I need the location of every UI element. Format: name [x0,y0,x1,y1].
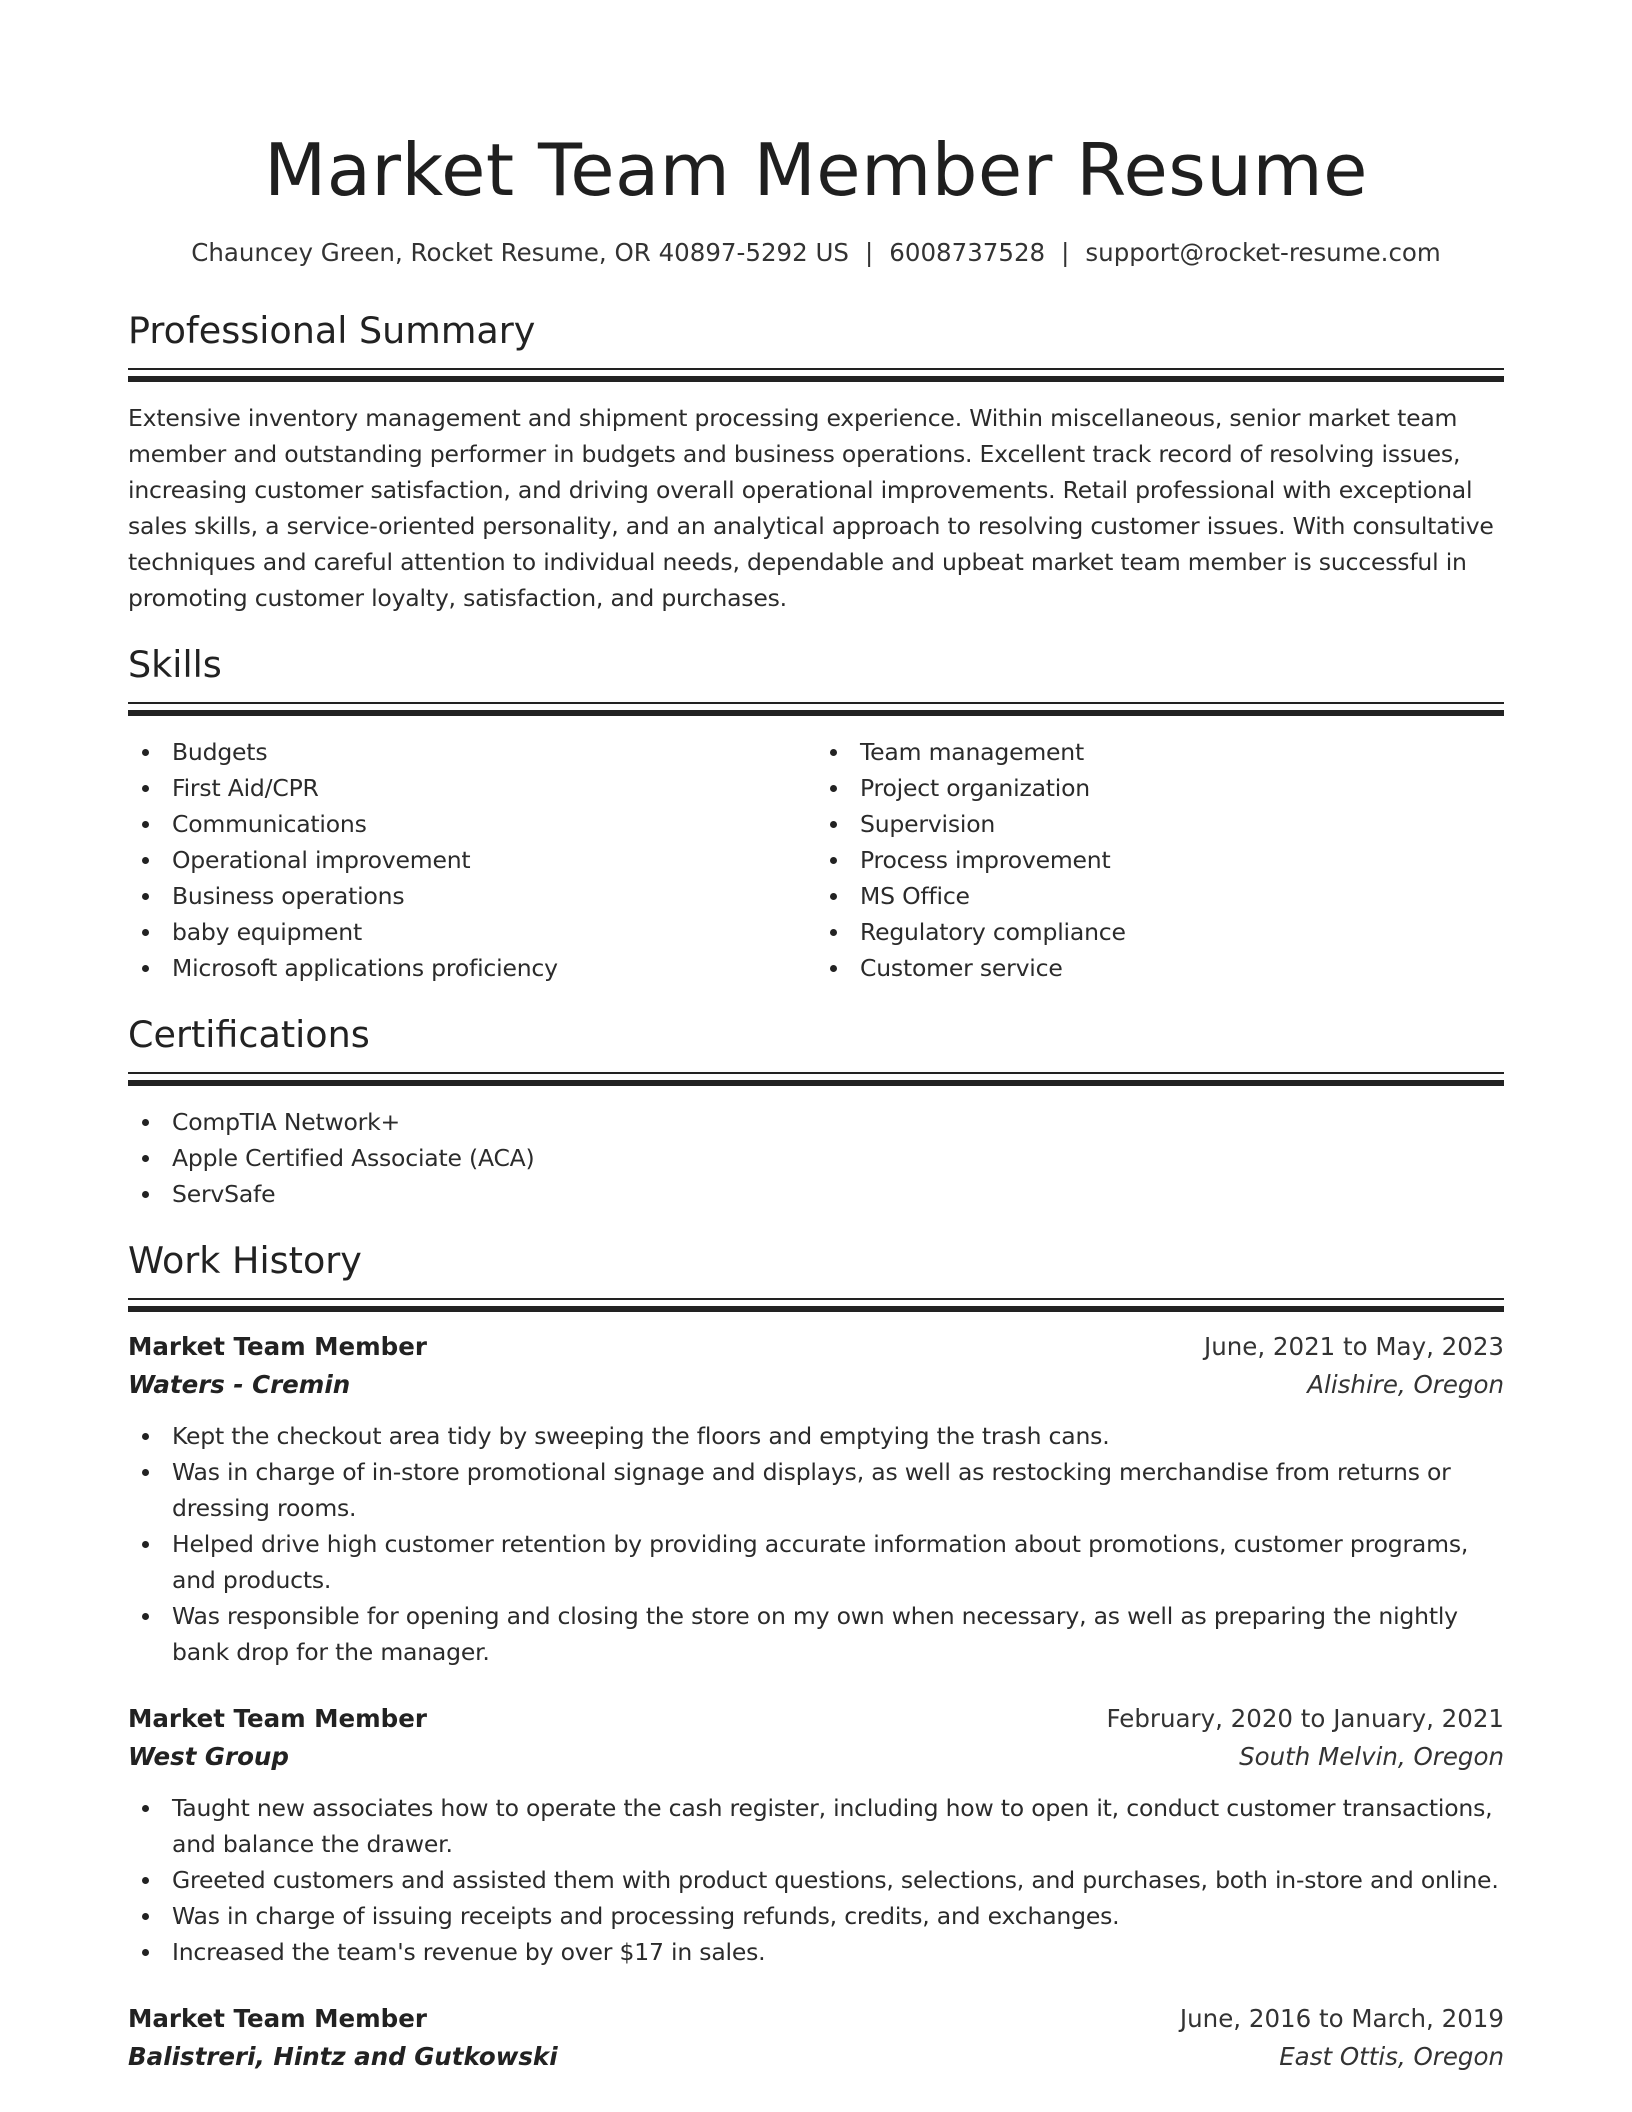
job-bullet: Taught new associates how to operate the cash register, including how to open it, conduct customer transactions, and balance the drawer. [128,1790,1504,1862]
skill-item: baby equipment [128,914,816,950]
skill-item: Microsoft applications proficiency [128,950,816,986]
summary-section [128,306,1504,616]
section-heading-summary: Professional Summary [128,309,536,352]
skill-item: Customer service [816,950,1504,986]
skills-columns [128,734,1504,986]
certifications-list [128,1104,1504,1212]
job-title: Market Team Member [128,1704,427,1733]
job-dates: June, 2016 to March, 2019 [1179,2004,1504,2033]
job-company: Waters - Cremin [128,1370,351,1399]
section-divider [128,702,1504,716]
skill-item: Regulatory compliance [816,914,1504,950]
job-location: Alishire, Oregon [1307,1370,1504,1399]
certification-item: ServSafe [128,1176,1504,1212]
job-location: East Ottis, Oregon [1279,2042,1504,2071]
skill-item: Supervision [816,806,1504,842]
skill-item: First Aid/CPR [128,770,816,806]
job-location: South Melvin, Oregon [1239,1742,1504,1771]
job-entry [128,1700,1504,1970]
job-title: Market Team Member [128,2004,427,2033]
section-heading-certifications: Certifications [128,1013,370,1056]
certification-item: CompTIA Network+ [128,1104,1504,1140]
skill-item: Team management [816,734,1504,770]
job-dates: June, 2021 to May, 2023 [1203,1332,1504,1361]
contact-line [128,236,1504,270]
job-header [128,2000,1504,2038]
job-company: Balistreri, Hintz and Gutkowski [128,2042,558,2071]
resume-title: Market Team Member Resume [264,128,1368,212]
job-subheader [128,1738,1504,1776]
contact-separator: | [1061,238,1070,267]
job-bullet: Was in charge of in-store promotional signage and displays, as well as restocking merchandise from returns or dressing rooms. [128,1454,1504,1526]
section-heading-work-history: Work History [128,1239,362,1282]
job-header [128,1700,1504,1738]
skill-item: Operational improvement [128,842,816,878]
job-bullet: Kept the checkout area tidy by sweeping the floors and emptying the trash cans. [128,1418,1504,1454]
job-entry [128,1328,1504,1670]
job-bullet: Increased the team's revenue by over $17 in sales. [128,1934,1504,1970]
skill-item: MS Office [816,878,1504,914]
job-bullets [128,1418,1504,1670]
contact-phone: 6008737528 [889,238,1046,267]
skill-item: Business operations [128,878,816,914]
skills-section [128,640,1504,986]
job-bullet: Was responsible for opening and closing the store on my own when necessary, as well as preparing the nightly bank drop for the manager. [128,1598,1504,1670]
job-bullet: Greeted customers and assisted them with product questions, selections, and purchases, both in-store and online. [128,1862,1504,1898]
section-heading-skills: Skills [128,643,222,686]
job-header [128,1328,1504,1366]
job-title: Market Team Member [128,1332,427,1361]
skill-item: Communications [128,806,816,842]
skills-list-left [128,734,816,986]
job-bullet: Helped drive high customer retention by providing accurate information about promotions, customer programs, and products. [128,1526,1504,1598]
job-company: West Group [128,1742,289,1771]
section-divider [128,1298,1504,1312]
certification-item: Apple Certified Associate (ACA) [128,1140,1504,1176]
job-dates: February, 2020 to January, 2021 [1106,1704,1504,1733]
skill-item: Budgets [128,734,816,770]
section-divider [128,1072,1504,1086]
certifications-section [128,1010,1504,1212]
skills-list-right [816,734,1504,986]
job-bullet: Was in charge of issuing receipts and processing refunds, credits, and exchanges. [128,1898,1504,1934]
skill-item: Process improvement [816,842,1504,878]
contact-email: support@rocket-resume.com [1085,238,1441,267]
summary-text: Extensive inventory management and shipment processing experience. Within miscellaneous, senior market team member and outstanding performer in budgets and business operations. Excellent track record of resolving issues, increasing customer satisfaction, and driving overall operational improvements. Retail professional with exceptional sales skills, a service-oriented personality, and an analytical approach to resolving customer issues. With consultative techniques and careful attention to individual needs, dependable and upbeat market team member is successful in promoting customer loyalty, satisfaction, and purchases. [128,404,1494,612]
job-bullets [128,1790,1504,1970]
skill-item: Project organization [816,770,1504,806]
contact-separator: | [865,238,874,267]
section-divider [128,368,1504,382]
contact-address: Chauncey Green, Rocket Resume, OR 40897-5292 US [191,238,849,267]
job-subheader [128,1366,1504,1404]
work-history-section [128,1236,1504,2076]
job-entry [128,2000,1504,2076]
job-subheader [128,2038,1504,2076]
